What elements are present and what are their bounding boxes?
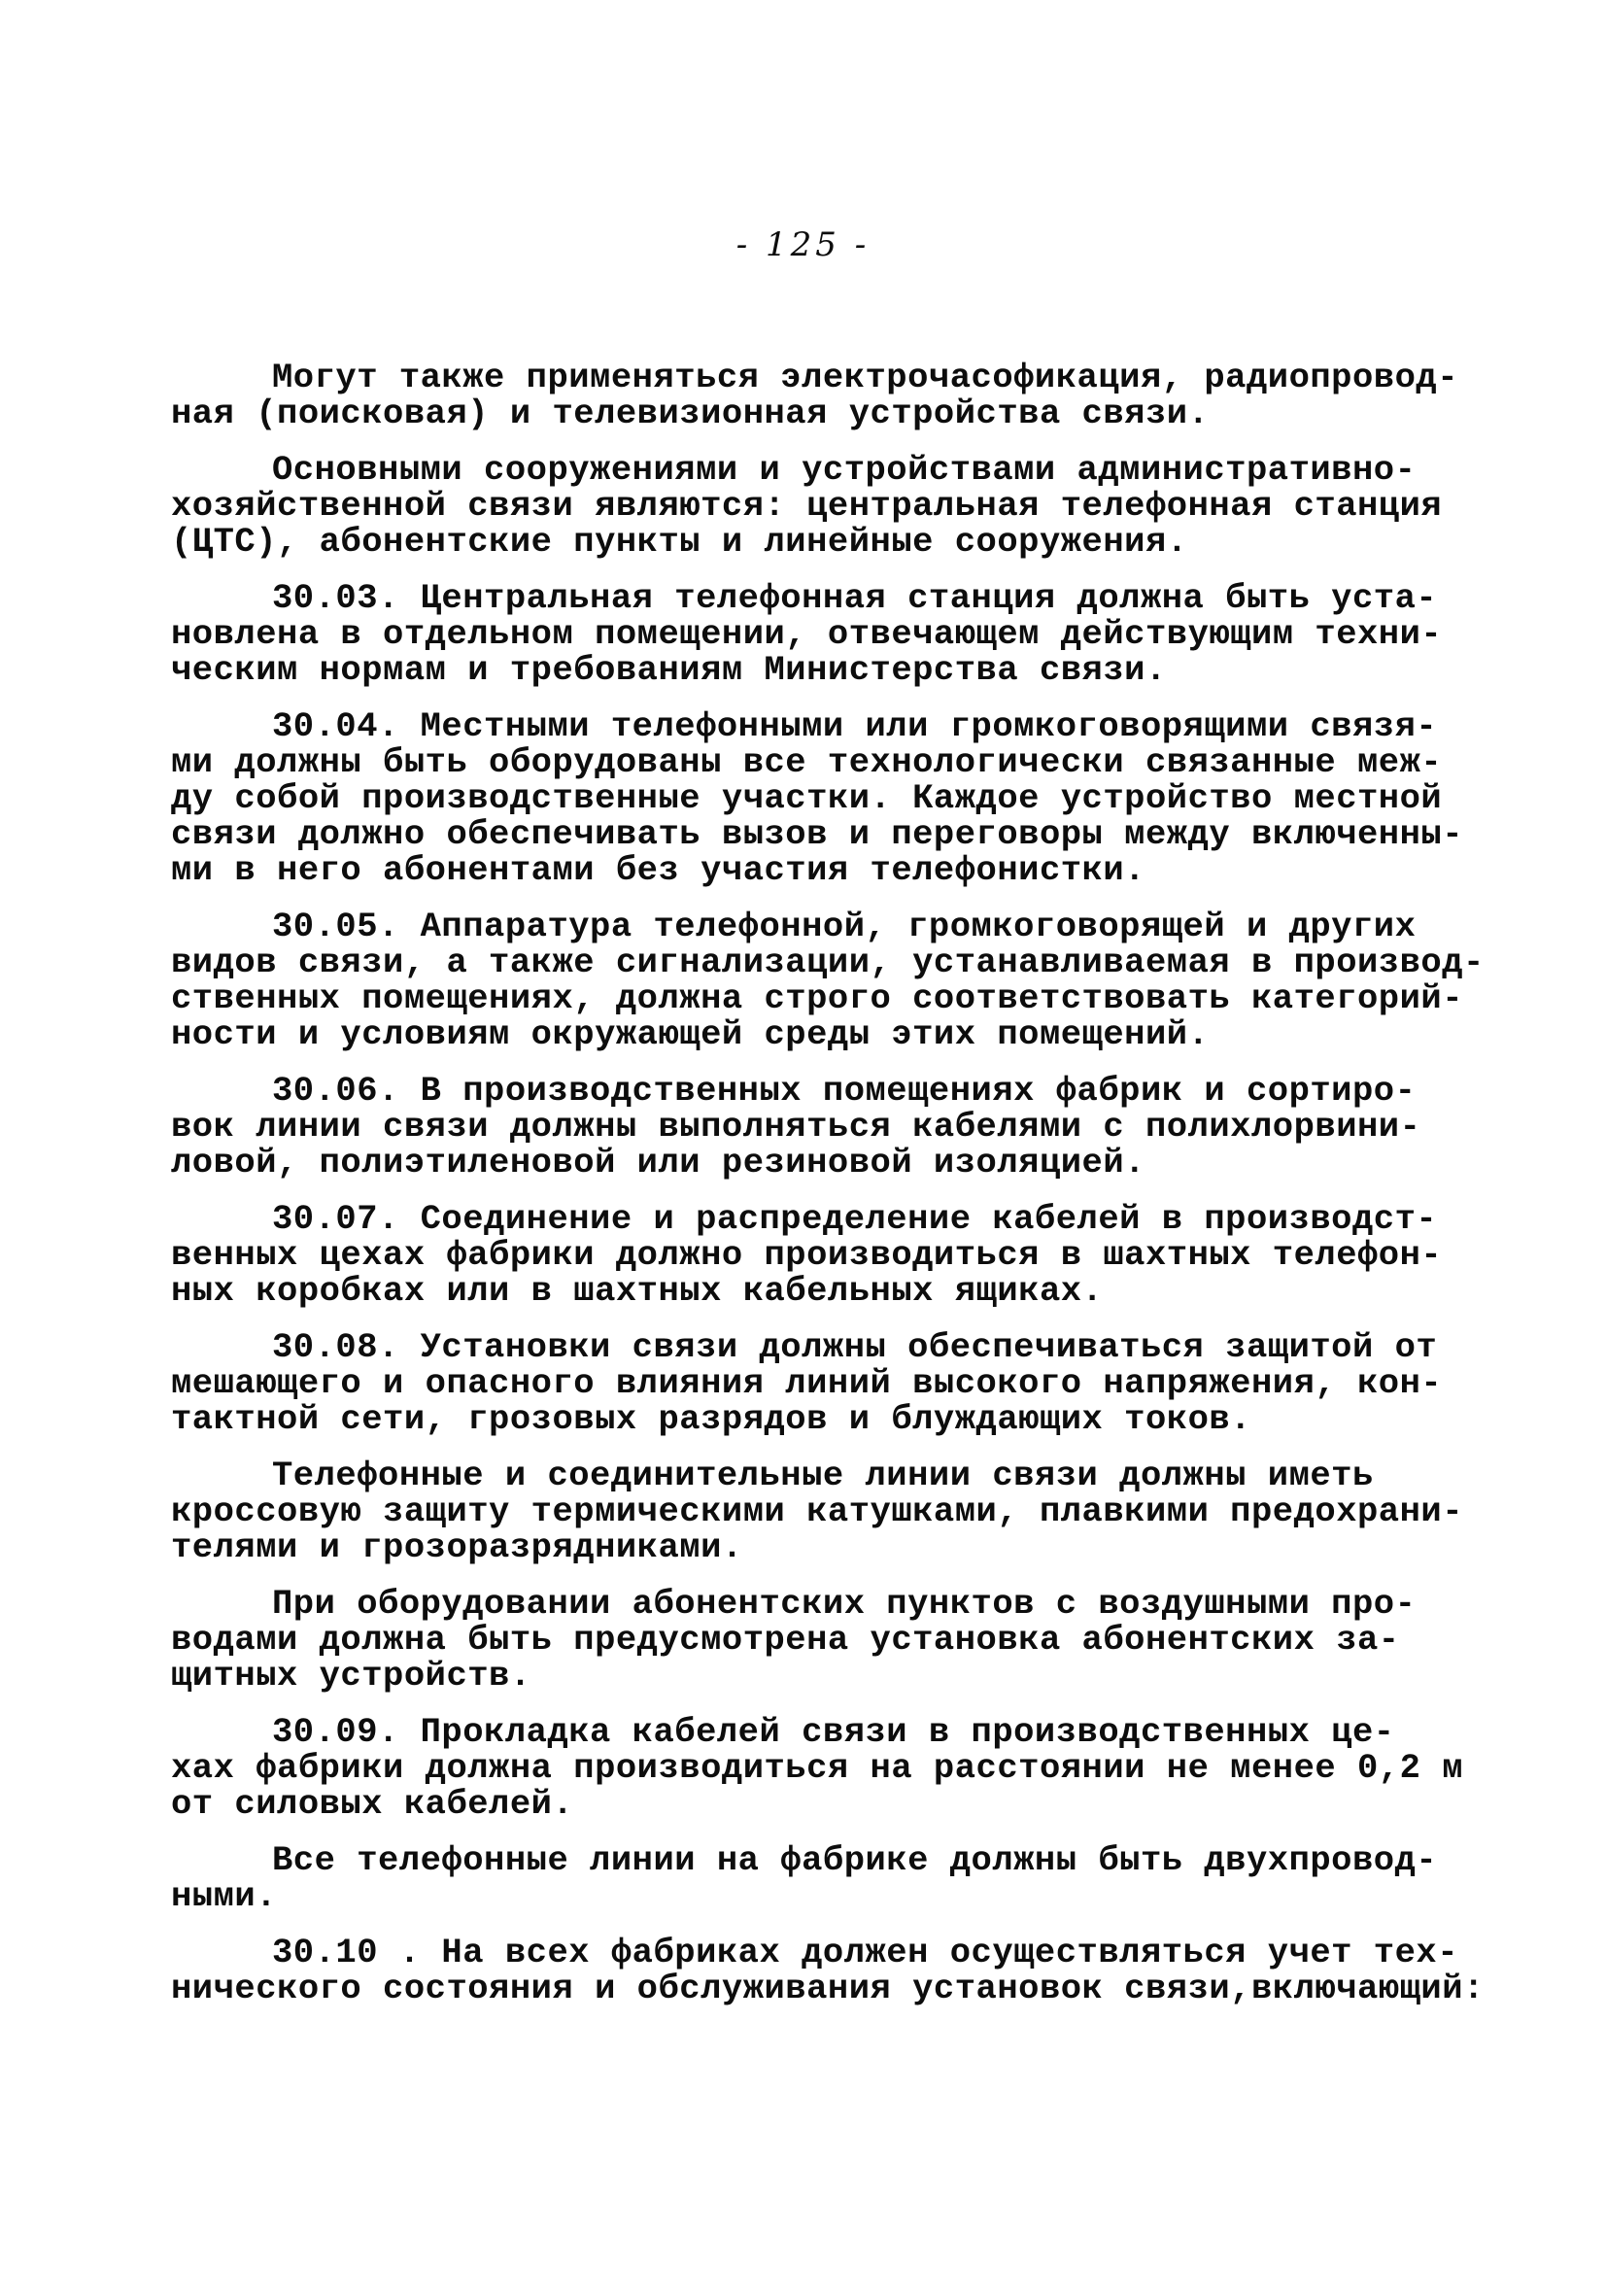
text-line: от силовых кабелей. [171, 1784, 574, 1824]
text-line: видов связи, а также сигнализации, устанавливаемая в производ- [171, 942, 1485, 982]
text-line: (ЦТС), абонентские пункты и линейные сооружения. [171, 522, 1188, 562]
text-line: 30.08. Установки связи должны обеспечиваться защитой от [272, 1327, 1438, 1367]
text-line: вок линии связи должны выполняться кабелями с полихлорвини- [171, 1107, 1421, 1147]
text-line: ности и условиям окружающей среды этих помещений. [171, 1014, 1210, 1054]
text-line: 30.03. Центральная телефонная станция должна быть уста- [272, 578, 1438, 618]
text-line: 30.09. Прокладка кабелей связи в производственных це- [272, 1712, 1395, 1752]
text-line: нического состояния и обслуживания установок связи,включающий: [171, 1969, 1485, 2008]
text-line: хах фабрики должна производиться на расстоянии не менее 0,2 м [171, 1748, 1464, 1788]
text-line: кроссовую защиту термическими катушками, плавкими предохрани- [171, 1491, 1464, 1531]
text-line: ми в него абонентами без участия телефонистки. [171, 850, 1145, 890]
text-line: Все телефонные линии на фабрике должны быть двухпровод- [272, 1840, 1438, 1880]
text-line: 30.10 . На всех фабриках должен осуществляться учет тех- [272, 1933, 1458, 1972]
text-line: хозяйственной связи являются: центральная телефонная станция [171, 486, 1443, 526]
text-line: ных коробках или в шахтных кабельных ящиках. [171, 1271, 1104, 1311]
text-line: ду собой производственные участки. Каждое устройство местной [171, 778, 1443, 818]
text-line: ми должны быть оборудованы все технологически связанные меж- [171, 742, 1443, 782]
paragraph-30-03 [171, 580, 1444, 688]
paragraph-30-10 [171, 1933, 1485, 2008]
text-line: тактной сети, грозовых разрядов и блуждающих токов. [171, 1399, 1251, 1439]
text-line: 30.05. Аппаратура телефонной, громкоговорящей и других [272, 907, 1417, 946]
document-body [171, 358, 1485, 2027]
paragraph-30-08 [171, 1329, 1444, 1437]
text-line: телями и грозоразрядниками. [171, 1527, 743, 1567]
text-line: Основными сооружениями и устройствами административно- [272, 450, 1417, 490]
paragraph-30-05 [171, 907, 1485, 1054]
page-number: - 125 - [735, 225, 871, 264]
text-line: Телефонные и соединительные линии связи должны иметь [272, 1456, 1374, 1495]
paragraph-two-wire-lines [171, 1842, 1444, 1914]
paragraph-30-07 [171, 1201, 1444, 1309]
text-line: водами должна быть предусмотрена установка абонентских за- [171, 1620, 1400, 1660]
text-line: ловой, полиэтиленовой или резиновой изоляцией. [171, 1143, 1145, 1182]
text-line: новлена в отдельном помещении, отвечающем действующим техни- [171, 614, 1443, 654]
text-line: венных цехах фабрики должно производиться в шахтных телефон- [171, 1235, 1443, 1275]
paragraph-intro-alarm-systems [171, 358, 1458, 433]
paragraph-30-04 [171, 706, 1464, 890]
text-line: ственных помещениях, должна строго соответствовать категорий- [171, 978, 1464, 1018]
text-line: 30.07. Соединение и распределение кабелей в производст- [272, 1199, 1438, 1239]
text-line: мешающего и опасного влияния линий высокого напряжения, кон- [171, 1363, 1443, 1403]
text-line: связи должно обеспечивать вызов и переговоры между включенны- [171, 814, 1464, 854]
paragraph-cross-protection [171, 1456, 1464, 1567]
paragraph-30-06 [171, 1073, 1444, 1181]
paragraph-main-facilities [171, 452, 1444, 560]
text-line: щитных устройств. [171, 1656, 531, 1696]
paragraph-30-09 [171, 1712, 1464, 1824]
text-line: Могут также применяться электрочасофикация, радиопровод- [272, 358, 1458, 397]
text-line: ная (поисковая) и телевизионная устройства связи. [171, 394, 1210, 433]
text-line: 30.06. В производственных помещениях фабрик и сортиро- [272, 1071, 1417, 1111]
text-line: ными. [171, 1876, 278, 1916]
paragraph-overhead-lines [171, 1586, 1444, 1694]
text-line: При оборудовании абонентских пунктов с воздушными про- [272, 1584, 1417, 1624]
text-line: ческим нормам и требованиям Министерства связи. [171, 650, 1167, 690]
text-line: 30.04. Местными телефонными или громкоговорящими связя- [272, 706, 1438, 746]
